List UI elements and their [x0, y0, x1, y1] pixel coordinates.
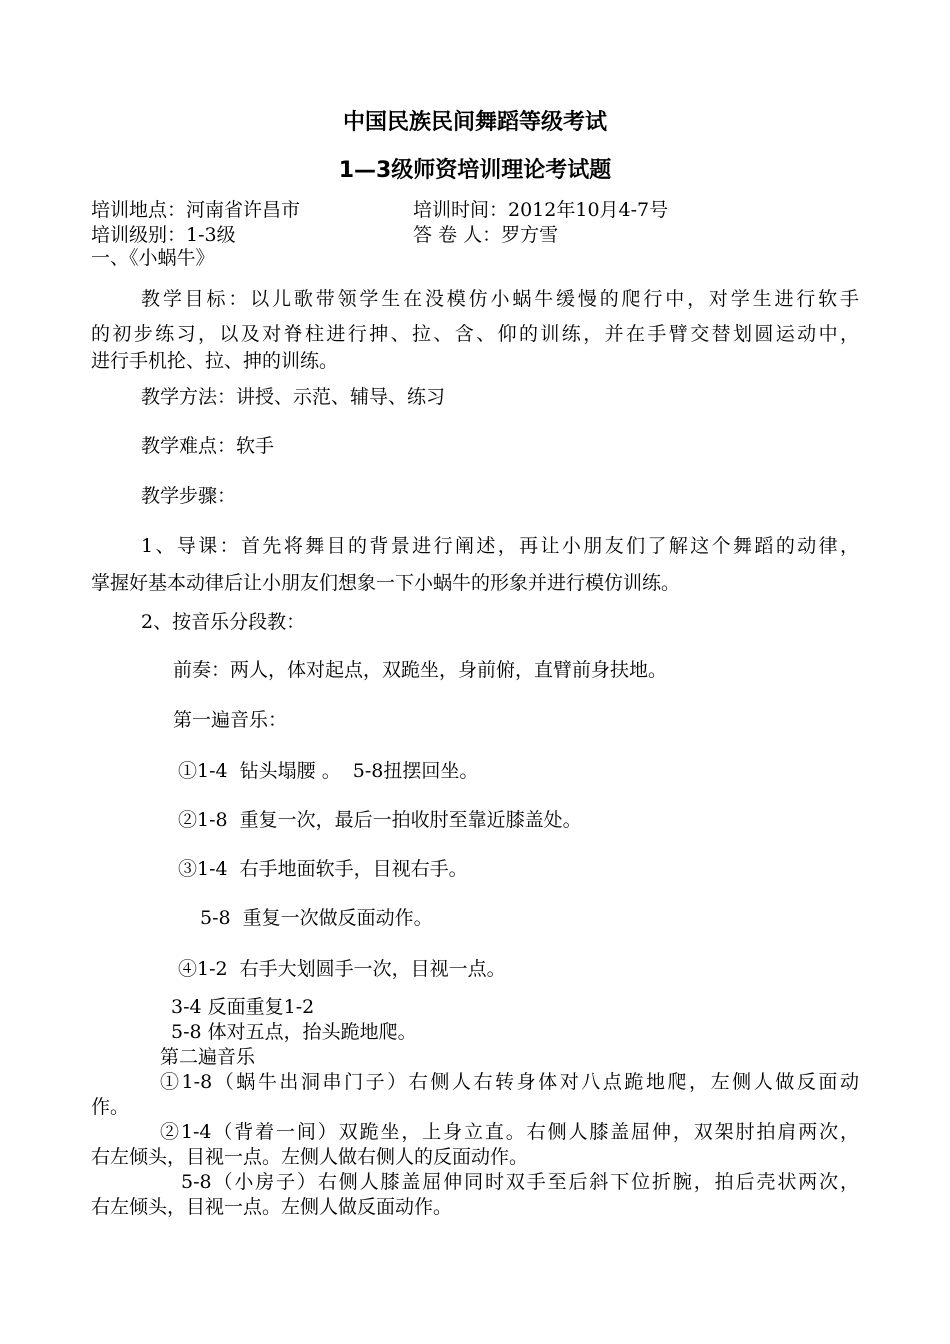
music-2-item-a-line-1: ①1-8（蜗牛出洞串门子）右侧人右转身体对八点跪地爬，左侧人做反面动	[160, 1071, 859, 1093]
section-heading: 一、《小蜗牛》	[91, 247, 215, 269]
music-2-item-c-line-2: 右左倾头，目视一点。左侧人做反面动作。	[91, 1196, 453, 1218]
music-1-item-b: ②1-8 重复一次，最后一拍收肘至靠近膝盖处。	[178, 809, 582, 831]
teaching-goal-line-1: 教学目标：以儿歌带领学生在没模仿小蜗牛缓慢的爬行中，对学生进行软手	[141, 288, 859, 310]
step-1-line-2: 掌握好基本动律后让小朋友们想象一下小蜗牛的形象并进行模仿训练。	[91, 572, 681, 594]
music-2-item-b-line-1: ②1-4（背着一间）双跪坐，上身立直。右侧人膝盖屈伸，双架肘拍肩两次，	[160, 1121, 859, 1143]
music-1-heading: 第一遍音乐：	[173, 709, 288, 731]
music-2-item-c-line-1: 5-8（小房子）右侧人膝盖屈伸同时双手至后斜下位折腕，拍后壳状两次，	[181, 1171, 859, 1193]
music-1-item-c: ③1-4 右手地面软手，目视右手。	[178, 858, 468, 880]
prelude: 前奏：两人，体对起点，双跪坐，身前俯，直臂前身扶地。	[173, 659, 668, 681]
training-location: 培训地点：河南省许昌市	[91, 199, 301, 221]
teaching-difficulty: 教学难点：软手	[141, 435, 275, 457]
music-2-item-a-line-2: 作。	[91, 1096, 130, 1118]
teaching-method: 教学方法：讲授、示范、辅导、练习	[141, 386, 446, 408]
respondent: 答 卷 人：罗方雪	[413, 224, 559, 246]
music-1-item-f: 3-4 反面重复1-2	[171, 996, 315, 1018]
music-2-item-b-line-2: 右左倾头，目视一点。左侧人做右侧人的反面动作。	[91, 1146, 529, 1168]
music-1-item-a: ①1-4 钻头塌腰 。 5-8扭摆回坐。	[178, 760, 479, 782]
step-2: 2、按音乐分段教：	[141, 611, 306, 633]
music-2-heading: 第二遍音乐	[160, 1046, 256, 1068]
teaching-steps: 教学步骤：	[141, 485, 237, 507]
page-subtitle: 1—3级师资培训理论考试题	[338, 158, 612, 183]
music-1-item-g: 5-8 体对五点，抬头跪地爬。	[171, 1021, 417, 1043]
music-1-item-e: ④1-2 右手大划圆手一次，目视一点。	[178, 958, 506, 980]
step-1-line-1: 1、导课：首先将舞目的背景进行阐述，再让小朋友们了解这个舞蹈的动律，	[141, 535, 859, 557]
training-time: 培训时间：2012年10月4-7号	[413, 199, 669, 221]
training-level: 培训级别：1-3级	[91, 224, 236, 246]
music-1-item-d: 5-8 重复一次做反面动作。	[200, 907, 433, 929]
teaching-goal-line-2: 的初步练习，以及对脊柱进行抻、拉、含、仰的训练，并在手臂交替划圆运动中，	[91, 323, 859, 345]
page-title: 中国民族民间舞蹈等级考试	[342, 110, 607, 135]
teaching-goal-line-3: 进行手机抡、拉、抻的训练。	[91, 350, 339, 372]
